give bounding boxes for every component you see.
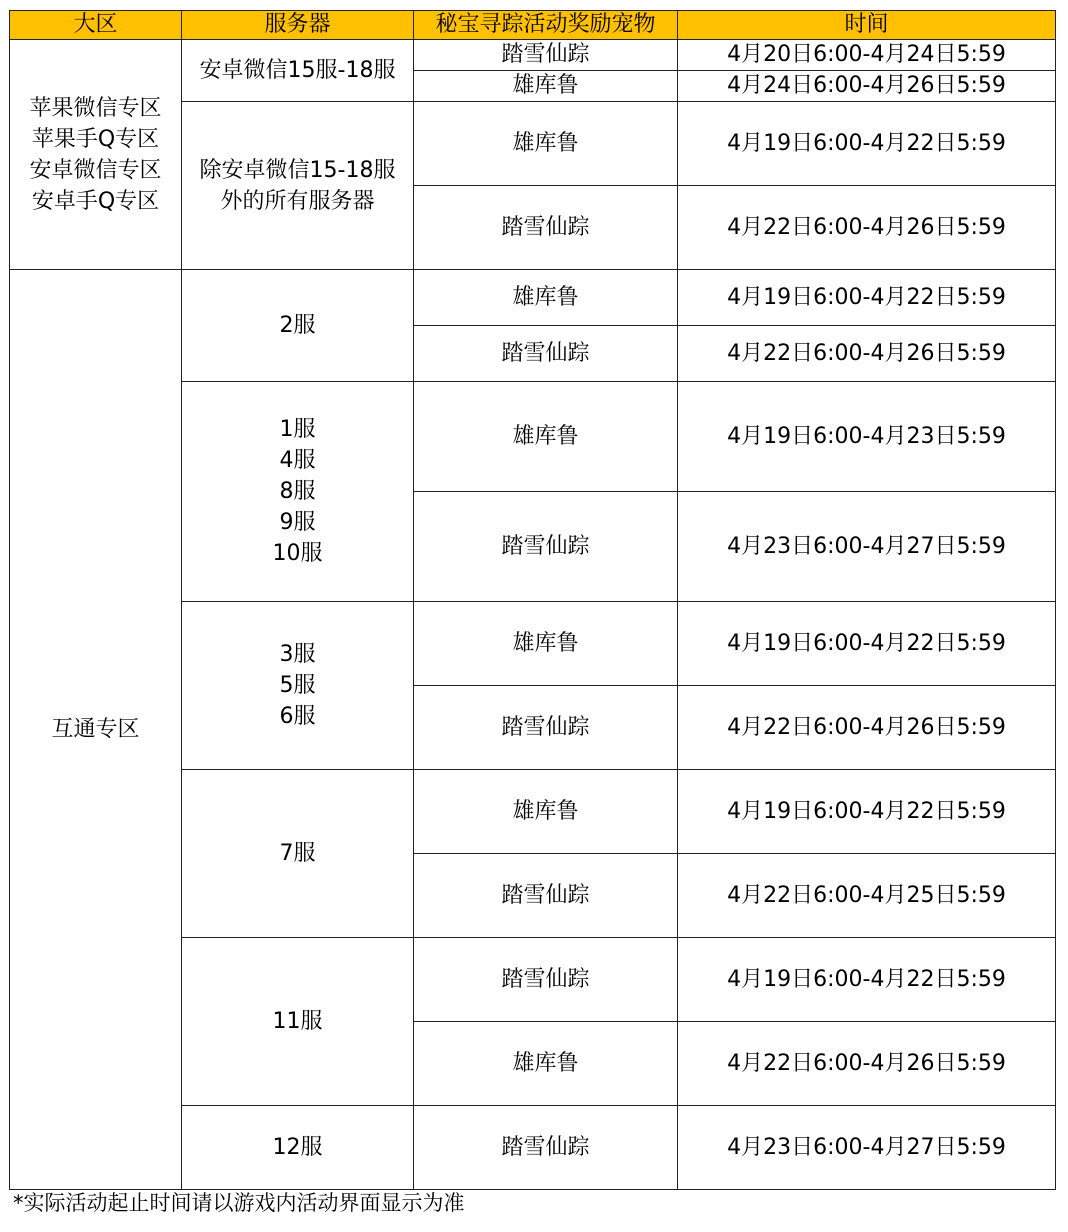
time-cell: 4月19日6:00-4月22日5:59 — [678, 938, 1056, 1022]
table-header-row — [10, 11, 1056, 40]
pet-cell: 踏雪仙踪 — [414, 1106, 678, 1190]
time-cell: 4月24日6:00-4月26日5:59 — [678, 71, 1056, 102]
server-cell — [182, 602, 414, 770]
server-cell: 2服 — [182, 270, 414, 382]
server-cell — [182, 102, 414, 270]
header-time: 时间 — [678, 11, 1056, 40]
time-cell: 4月19日6:00-4月22日5:59 — [678, 270, 1056, 326]
pet-cell: 踏雪仙踪 — [414, 40, 678, 71]
pet-cell: 雄库鲁 — [414, 602, 678, 686]
server-label: 4服 — [279, 448, 316, 473]
region-exclusive-cell — [10, 40, 182, 270]
pet-cell: 踏雪仙踪 — [414, 186, 678, 270]
time-cell: 4月22日6:00-4月26日5:59 — [678, 686, 1056, 770]
footnote: *实际活动起止时间请以游戏内活动界面显示为准 — [13, 1191, 465, 1215]
region-interop-cell: 互通专区 — [10, 270, 182, 1190]
pet-cell: 雄库鲁 — [414, 71, 678, 102]
server-cell: 安卓微信15服-18服 — [182, 40, 414, 102]
server-label: 3服 — [279, 642, 316, 667]
pet-cell: 雄库鲁 — [414, 770, 678, 854]
pet-cell: 雄库鲁 — [414, 270, 678, 326]
pet-cell: 踏雪仙踪 — [414, 854, 678, 938]
server-cell: 12服 — [182, 1106, 414, 1190]
time-cell: 4月22日6:00-4月26日5:59 — [678, 326, 1056, 382]
time-cell: 4月22日6:00-4月26日5:59 — [678, 186, 1056, 270]
server-label: 9服 — [279, 510, 316, 535]
pet-cell: 踏雪仙踪 — [414, 492, 678, 602]
pet-cell: 雄库鲁 — [414, 1022, 678, 1106]
time-cell: 4月23日6:00-4月27日5:59 — [678, 1106, 1056, 1190]
table-row — [10, 40, 1056, 71]
header-server: 服务器 — [182, 11, 414, 40]
time-cell: 4月19日6:00-4月22日5:59 — [678, 770, 1056, 854]
pet-cell: 踏雪仙踪 — [414, 326, 678, 382]
time-cell: 4月22日6:00-4月25日5:59 — [678, 854, 1056, 938]
region-label: 安卓手Q专区 — [31, 188, 160, 214]
server-cell: 11服 — [182, 938, 414, 1106]
time-cell: 4月19日6:00-4月22日5:59 — [678, 102, 1056, 186]
pet-cell: 踏雪仙踪 — [414, 686, 678, 770]
time-cell: 4月22日6:00-4月26日5:59 — [678, 1022, 1056, 1106]
server-label: 8服 — [279, 479, 316, 504]
time-cell: 4月19日6:00-4月23日5:59 — [678, 382, 1056, 492]
table-row — [10, 270, 1056, 326]
header-pet: 秘宝寻踪活动奖励宠物 — [414, 11, 678, 40]
region-label: 安卓微信专区 — [29, 157, 162, 183]
pet-cell: 雄库鲁 — [414, 102, 678, 186]
time-cell: 4月20日6:00-4月24日5:59 — [678, 40, 1056, 71]
server-cell: 7服 — [182, 770, 414, 938]
server-cell — [182, 382, 414, 602]
server-label: 10服 — [272, 541, 323, 566]
pet-cell: 踏雪仙踪 — [414, 938, 678, 1022]
server-label: 5服 — [279, 673, 316, 698]
region-label: 苹果手Q专区 — [31, 126, 160, 152]
pet-cell: 雄库鲁 — [414, 382, 678, 492]
time-cell: 4月23日6:00-4月27日5:59 — [678, 492, 1056, 602]
event-schedule-table — [9, 10, 1056, 1190]
server-label: 1服 — [279, 417, 316, 442]
server-label: 6服 — [279, 704, 316, 729]
server-label: 外的所有服务器 — [220, 188, 375, 214]
header-region: 大区 — [10, 11, 182, 40]
server-label: 除安卓微信15-18服 — [199, 157, 396, 183]
time-cell: 4月19日6:00-4月22日5:59 — [678, 602, 1056, 686]
region-label: 苹果微信专区 — [29, 95, 162, 121]
